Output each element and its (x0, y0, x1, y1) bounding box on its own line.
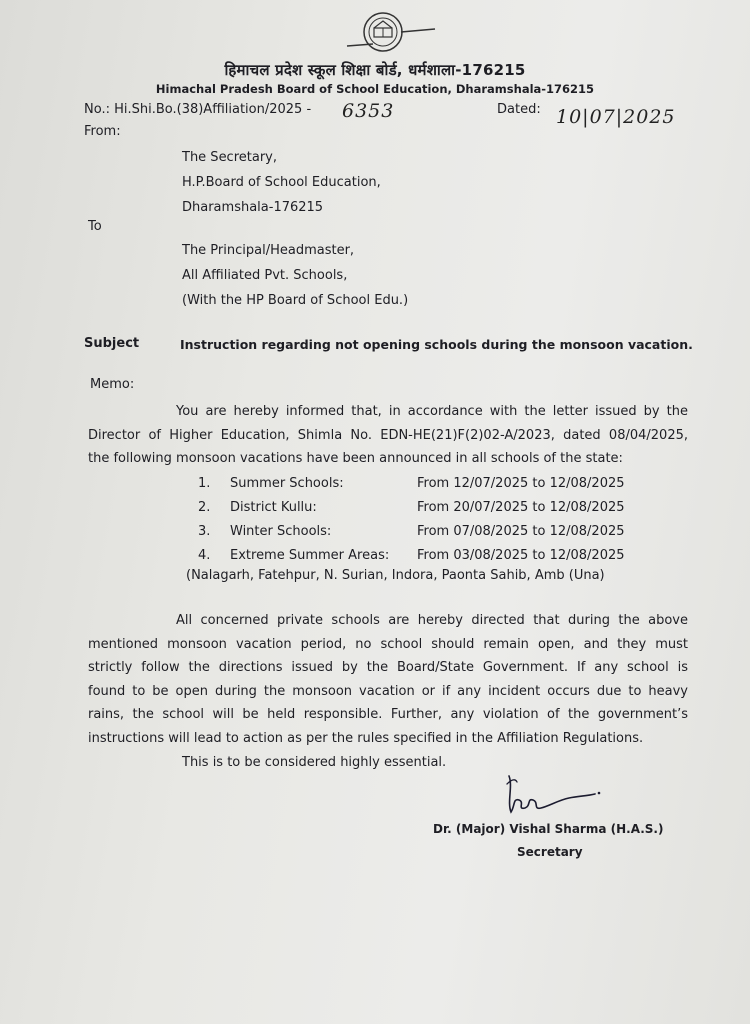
vacation-row (198, 519, 625, 543)
memo-paragraph-2 (88, 609, 688, 750)
paragraph-line: You are hereby informed that, in accordance with the letter issued by the (176, 404, 688, 419)
dated-label: Dated: (497, 102, 541, 117)
paragraph-line: found to be open during the monsoon vacation or if any incident occurs due to heavy (88, 683, 688, 699)
from-line: H.P.Board of School Education, (182, 175, 381, 190)
subject-label: Subject (84, 336, 140, 351)
vacation-place: District Kullu: (230, 499, 317, 515)
to-line: The Principal/Headmaster, (182, 243, 355, 258)
from-line: The Secretary, (182, 150, 277, 165)
from-line: Dharamshala-176215 (182, 200, 324, 215)
to-line: (With the HP Board of School Edu.) (182, 293, 409, 308)
vacation-number: 4. (198, 547, 211, 563)
signature-mark (503, 770, 608, 816)
reference-number-label: No.: Hi.Shi.Bo.(38)Affiliation/2025 - (84, 102, 312, 117)
vacation-areas-note: (Nalagarh, Fatehpur, N. Surian, Indora, Paonta Sahib, Amb (Una) (186, 568, 605, 583)
vacation-row (198, 495, 625, 519)
vacation-place: Extreme Summer Areas: (230, 547, 390, 563)
subject-text: Instruction regarding not opening schools during the monsoon vacation. (180, 337, 693, 352)
vacation-row (198, 543, 625, 567)
paragraph-line: strictly follow the directions issued by the Board/State Government. If any school is (88, 660, 688, 675)
signatory-title: Secretary (517, 845, 583, 859)
closing-note: This is to be considered highly essential. (182, 755, 447, 770)
paragraph-line: rains, the school will be held responsible. Further, any violation of the government’s (88, 707, 688, 722)
paragraph-line: the following monsoon vacations have been announced in all schools of the state: (88, 451, 623, 466)
vacation-number: 1. (198, 475, 211, 491)
date-handwritten: 10|07|2025 (556, 106, 676, 128)
from-label: From: (84, 124, 121, 139)
memo-label: Memo: (90, 377, 135, 392)
board-title-hindi: हिमाचल प्रदेश स्कूल शिक्षा बोर्ड, धर्मशाला-176215 (224, 61, 526, 79)
vacation-period: From 03/08/2025 to 12/08/2025 (417, 547, 625, 563)
signatory-name: Dr. (Major) Vishal Sharma (H.A.S.) (433, 822, 664, 836)
to-line: All Affiliated Pvt. Schools, (182, 268, 348, 283)
vacation-list (198, 471, 625, 567)
board-title-english: Himachal Pradesh Board of School Education, Dharamshala-176215 (155, 82, 595, 96)
paragraph-line: Director of Higher Education, Shimla No. EDN-HE(21)F(2)02-A/2023, dated 08/04/2025, (88, 427, 688, 443)
vacation-period: From 07/08/2025 to 12/08/2025 (417, 523, 625, 539)
board-emblem-icon (343, 8, 443, 58)
paragraph-line: mentioned monsoon vacation period, no school should remain open, and they must (88, 636, 688, 652)
vacation-number: 3. (198, 523, 211, 539)
reference-number-handwritten: 6353 (342, 100, 395, 122)
memo-paragraph-1 (88, 400, 688, 471)
vacation-number: 2. (198, 499, 211, 515)
vacation-period: From 12/07/2025 to 12/08/2025 (417, 475, 625, 491)
from-address (182, 145, 381, 220)
vacation-place: Summer Schools: (230, 475, 344, 491)
to-label: To (88, 219, 102, 234)
vacation-place: Winter Schools: (230, 523, 332, 539)
vacation-period: From 20/07/2025 to 12/08/2025 (417, 499, 625, 515)
to-address (182, 238, 408, 313)
vacation-row (198, 471, 625, 495)
paragraph-line: All concerned private schools are hereby directed that during the above (176, 613, 688, 628)
paragraph-line: instructions will lead to action as per the rules specified in the Affiliation Regulations. (88, 730, 644, 746)
